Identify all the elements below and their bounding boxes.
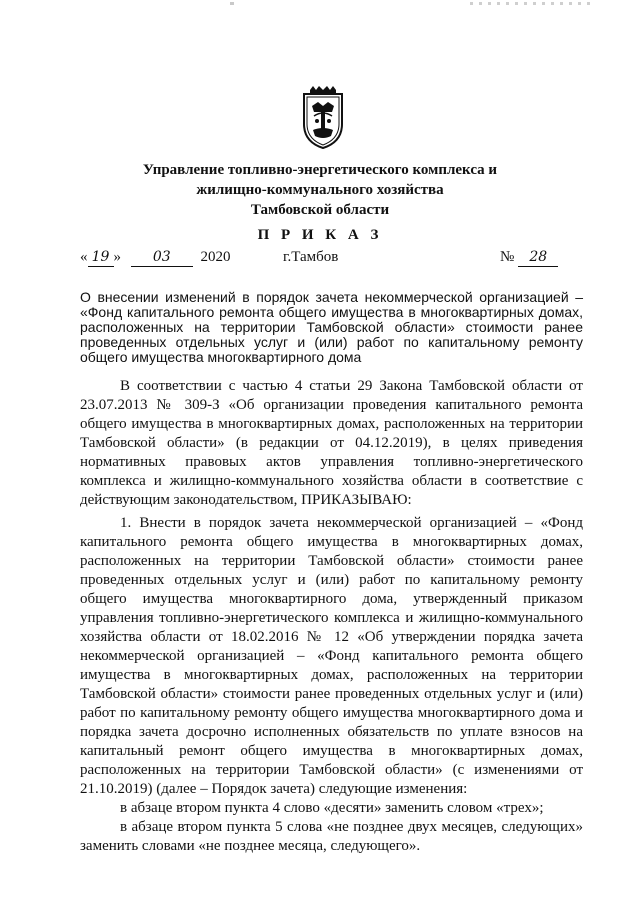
date-day: 19 (88, 248, 114, 267)
coat-of-arms-icon (296, 86, 350, 150)
number-value: 28 (518, 248, 558, 267)
quote-open: « (80, 249, 88, 265)
org-line: Управление топливно-энергетического комплекса и (142, 162, 498, 178)
org-line: Тамбовской области (250, 202, 390, 218)
order-date (80, 248, 231, 267)
date-month: 03 (131, 248, 193, 267)
org-line: жилищно-коммунального хозяйства (196, 182, 444, 198)
order-number (500, 248, 558, 267)
quote-close: » (113, 249, 121, 265)
document-type: П Р И К А З (257, 227, 383, 243)
change-paragraph: в абзаце втором пункта 5 слова «не позднее двух месяцев, следующих» заменить словами «не позднее месяца, следующего». (80, 819, 583, 854)
issuing-authority (100, 160, 540, 220)
item-1-paragraph: 1. Внести в порядок зачета некоммерческой организацией – «Фонд капитального ремонта общего имущества в многоквартирных домах, расположенных на территории Тамбовской области» стоимости ранее проведенных отдельных услуг и (или) работ по капитальному ремонту общего имущества многоквартирного дома, утвержденный приказом управления топливно-энергетического комплекса и жилищно-коммунального хозяйства области от 18.02.2016 № 12 «Об утверждении порядка зачета некоммерческой организацией – «Фонд капитального ремонта общего имущества в многоквартирных домах, расположенных на территории Тамбовской области» стоимости ранее проведенных отдельных услуг и (или) работ по капитальному ремонту общего имущества многоквартирного дома и порядка зачета досрочно исполненных обязательств по уплате взносов на капитальный ремонт общего имущества в многоквартирных домах, расположенных на территории Тамбовской области» (с изменениями от 21.10.2019) (далее – Порядок зачета) следующие изменения: (80, 515, 583, 797)
order-body (80, 377, 583, 856)
order-subject: О внесении изменений в порядок зачета некоммерческой организацией – «Фонд капитального ремонта общего имущества в многоквартирных домах, расположенных на территории Тамбовской области» стоимости ранее проведенных отдельных услуг и (или) работ по капитальному ремонту общего имущества многоквартирного дома (80, 289, 583, 365)
preamble-paragraph: В соответствии с частью 4 статьи 29 Закона Тамбовской области от 23.07.2013 № 309-З «Об организации проведения капитального ремонта общего имущества в многоквартирных домах, расположенных на территории Тамбовской области» (в редакции от 04.12.2019), в целях приведения нормативных правовых актов управления топливно-энергетического комплекса и жилищно-коммунального хозяйства области в соответствие с действующим законодательством, ПРИКАЗЫВАЮ: (80, 378, 583, 508)
order-city: г.Тамбов (283, 249, 339, 265)
scan-artifact (470, 2, 590, 5)
scan-artifact (230, 2, 234, 5)
number-sign: № (500, 249, 515, 265)
change-paragraph: в абзаце втором пункта 4 слово «десяти» заменить словом «трех»; (120, 800, 544, 816)
date-year: 2020 (200, 249, 231, 265)
